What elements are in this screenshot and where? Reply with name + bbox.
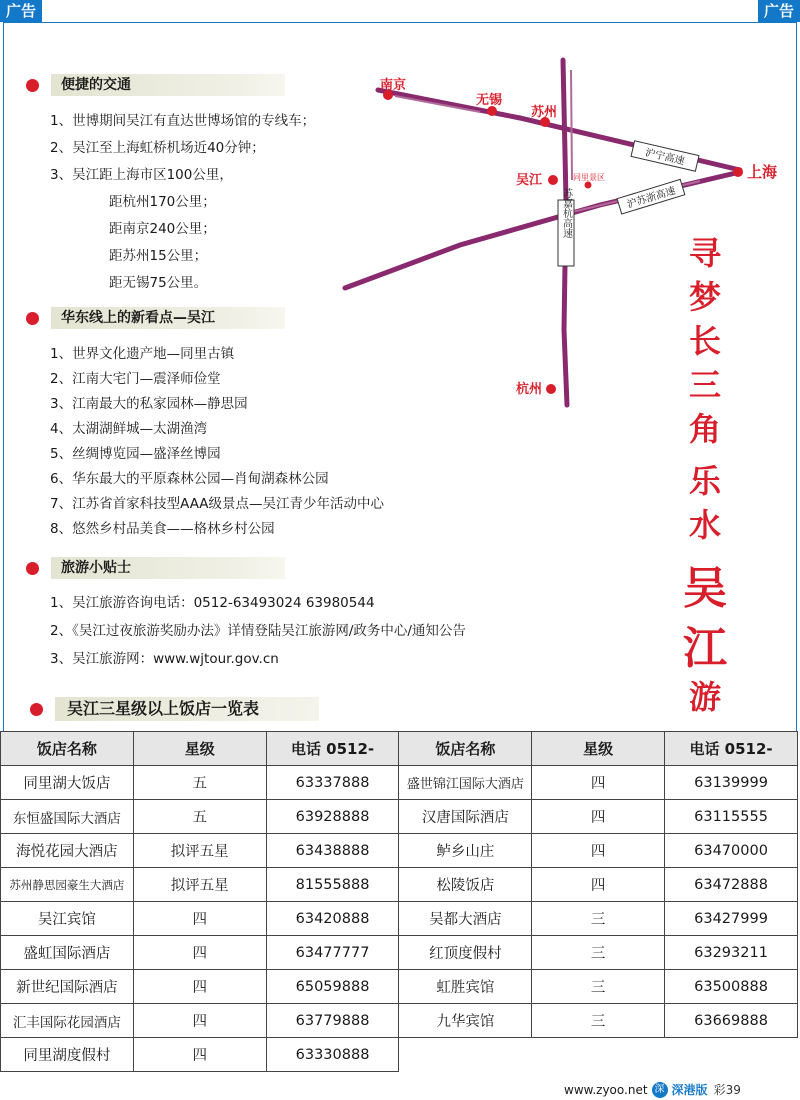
road-shadow-icon <box>571 70 572 180</box>
column-header: 星级 <box>532 732 665 766</box>
hotel-name: 吴都大酒店 <box>399 902 532 936</box>
table-row <box>1 902 798 936</box>
hotel-name: 吴江宾馆 <box>1 902 134 936</box>
city-label: 杭州 <box>516 382 543 397</box>
hotel-stars: 拟评五星 <box>133 868 266 902</box>
hotel-phone: 63330888 <box>266 1038 399 1072</box>
hotel-name: 盛世锦江国际大酒店 <box>399 766 532 800</box>
hotel-phone: 65059888 <box>266 970 399 1004</box>
hotel-name: 海悦花园大酒店 <box>1 834 134 868</box>
city-label: 苏州 <box>531 105 558 120</box>
hotel-phone: 63669888 <box>665 1004 798 1038</box>
column-header: 星级 <box>133 732 266 766</box>
section-line: 4、太湖湖鲜城—太湖渔湾 <box>50 421 208 437</box>
section-title: 便捷的交通 <box>51 74 285 96</box>
slogan-char: 乐 <box>688 462 721 500</box>
hotel-stars: 四 <box>133 1004 266 1038</box>
road-sign-hu-ning <box>631 141 699 171</box>
hotel-stars: 五 <box>133 800 266 834</box>
hotel-stars: 四 <box>133 970 266 1004</box>
hotel-stars: 四 <box>532 766 665 800</box>
hotel-name: 红顶度假村 <box>399 936 532 970</box>
section-line: 距南京240公里； <box>109 221 216 237</box>
column-header: 饭店名称 <box>399 732 532 766</box>
hotel-stars: 四 <box>133 936 266 970</box>
table-row <box>1 1038 798 1072</box>
empty-cell <box>399 1038 798 1072</box>
road-label: 沪苏浙高速 <box>625 185 677 211</box>
section-line: 2、江南大宅门—震泽师俭堂 <box>50 371 221 387</box>
section-title: 华东线上的新看点—吴江 <box>51 307 285 329</box>
hotel-name: 东恒盛国际大酒店 <box>1 800 134 834</box>
slogan-char: 吴 <box>683 563 727 614</box>
hotel-phone: 63139999 <box>665 766 798 800</box>
hotel-phone: 63420888 <box>266 902 399 936</box>
hotel-table <box>0 731 798 1072</box>
hotel-name: 九华宾馆 <box>399 1004 532 1038</box>
city-label: 吴江 <box>516 173 543 188</box>
section-line: 3、江南最大的私家园林—静思园 <box>50 396 248 412</box>
bullet-dot-icon <box>26 79 39 92</box>
section-line: 1、世博期间吴江有直达世博场馆的专线车； <box>50 113 316 129</box>
road-sign-hu-su-zhe <box>617 179 685 214</box>
hotel-phone: 63477777 <box>266 936 399 970</box>
hotel-stars: 五 <box>133 766 266 800</box>
hotel-phone: 63472888 <box>665 868 798 902</box>
section-line: 距苏州15公里； <box>109 248 208 264</box>
city-label: 无锡 <box>476 93 503 108</box>
table-row <box>1 834 798 868</box>
hotel-phone: 63500888 <box>665 970 798 1004</box>
table-row <box>1 868 798 902</box>
page-footer <box>564 1081 741 1098</box>
table-row <box>1 970 798 1004</box>
section-line: 6、华东最大的平原森林公园—肖甸湖森林公园 <box>50 471 329 487</box>
ad-label-left: 广告 <box>0 0 42 22</box>
tongli-dot-icon <box>585 182 592 189</box>
section-header <box>26 74 285 96</box>
section-line: 2、吴江至上海虹桥机场近40分钟； <box>50 140 265 156</box>
hotel-name: 同里湖度假村 <box>1 1038 134 1072</box>
section-line: 5、丝绸博览园—盛泽丝博园 <box>50 446 221 462</box>
hotel-list-title: 吴江三星级以上饭店一览表 <box>55 697 319 721</box>
section-line: 1、世界文化遗产地—同里古镇 <box>50 346 235 362</box>
hotel-stars: 四 <box>532 868 665 902</box>
table-row <box>1 936 798 970</box>
section-header <box>26 307 285 329</box>
section-line: 8、悠然乡村品美食——格林乡村公园 <box>50 521 275 537</box>
footer-url: www.zyoo.net <box>564 1082 648 1097</box>
section-line: 2、《吴江过夜旅游奖励办法》详情登陆吴江旅游网/政务中心/通知公告 <box>50 623 466 639</box>
hotel-phone: 63337888 <box>266 766 399 800</box>
city-label: 上海 <box>747 163 778 181</box>
section-title: 旅游小贴士 <box>51 557 285 579</box>
hotel-name: 新世纪国际酒店 <box>1 970 134 1004</box>
slogan-char: 三 <box>688 366 721 404</box>
bullet-dot-icon <box>30 703 43 716</box>
slogan-char: 长 <box>688 322 721 360</box>
hotel-list-header <box>30 697 319 721</box>
hotel-phone: 63779888 <box>266 1004 399 1038</box>
hotel-stars: 三 <box>532 936 665 970</box>
hotel-name: 盛虹国际酒店 <box>1 936 134 970</box>
city-shanghai-dot-icon <box>733 167 743 177</box>
table-row <box>1 766 798 800</box>
road-label: 苏嘉杭高速 <box>560 188 572 238</box>
slogan-char: 水 <box>688 506 721 544</box>
table-row <box>1 800 798 834</box>
city-hangzhou-dot-icon <box>546 384 556 394</box>
hotel-name: 松陵饭店 <box>399 868 532 902</box>
hotel-stars: 三 <box>532 902 665 936</box>
hotel-stars: 拟评五星 <box>133 834 266 868</box>
column-header: 饭店名称 <box>1 732 134 766</box>
hotel-phone: 63293211 <box>665 936 798 970</box>
hotel-name: 汉唐国际酒店 <box>399 800 532 834</box>
hotel-stars: 四 <box>532 834 665 868</box>
hotel-stars: 四 <box>133 902 266 936</box>
hotel-phone: 81555888 <box>266 868 399 902</box>
slogan-char: 游 <box>688 678 721 716</box>
page-number: 彩39 <box>713 1083 741 1097</box>
hotel-stars: 四 <box>532 800 665 834</box>
bullet-dot-icon <box>26 562 39 575</box>
hotel-phone: 63438888 <box>266 834 399 868</box>
city-label: 同里景区 <box>573 173 605 182</box>
bullet-dot-icon <box>26 312 39 325</box>
column-header: 电话 0512- <box>266 732 399 766</box>
section-line: 1、吴江旅游咨询电话：0512-63493024 63980544 <box>50 595 375 611</box>
slogan-char: 梦 <box>688 278 721 316</box>
hotel-phone: 63928888 <box>266 800 399 834</box>
section-line: 3、吴江旅游网：www.wjtour.gov.cn <box>50 651 279 667</box>
hotel-name: 虹胜宾馆 <box>399 970 532 1004</box>
section-line: 距无锡75公里。 <box>109 275 208 291</box>
road-sign-su-jia-hang <box>558 187 574 266</box>
section-line: 7、江苏省首家科技型AAA级景点—吴江青少年活动中心 <box>50 496 385 512</box>
slogan-char: 角 <box>688 410 721 448</box>
table-header-row <box>1 732 798 766</box>
hotel-name: 同里湖大饭店 <box>1 766 134 800</box>
hotel-name: 汇丰国际花园酒店 <box>1 1004 134 1038</box>
road-label: 沪宁高速 <box>643 147 686 168</box>
hotel-stars: 三 <box>532 1004 665 1038</box>
section-header <box>26 557 285 579</box>
hotel-stars: 四 <box>133 1038 266 1072</box>
slogan-char: 江 <box>683 623 727 674</box>
slogan <box>665 228 745 716</box>
brand-logo-icon: 深 <box>652 1082 668 1098</box>
slogan-char: 寻 <box>688 234 721 272</box>
column-header: 电话 0512- <box>665 732 798 766</box>
city-wujiang-dot-icon <box>548 175 558 185</box>
hotel-phone: 63427999 <box>665 902 798 936</box>
ad-label-right: 广告 <box>758 0 800 22</box>
edition-label: 深港版 <box>671 1083 708 1097</box>
city-label: 南京 <box>380 78 407 93</box>
road-shadow-icon <box>395 96 480 112</box>
hotel-name: 苏州静思园豪生大酒店 <box>1 868 134 902</box>
hotel-name: 鲈乡山庄 <box>399 834 532 868</box>
hotel-phone: 63470000 <box>665 834 798 868</box>
hotel-stars: 三 <box>532 970 665 1004</box>
section-line: 3、吴江距上海市区100公里， <box>50 167 233 183</box>
hotel-phone: 63115555 <box>665 800 798 834</box>
section-line: 距杭州170公里； <box>109 194 216 210</box>
table-row <box>1 1004 798 1038</box>
